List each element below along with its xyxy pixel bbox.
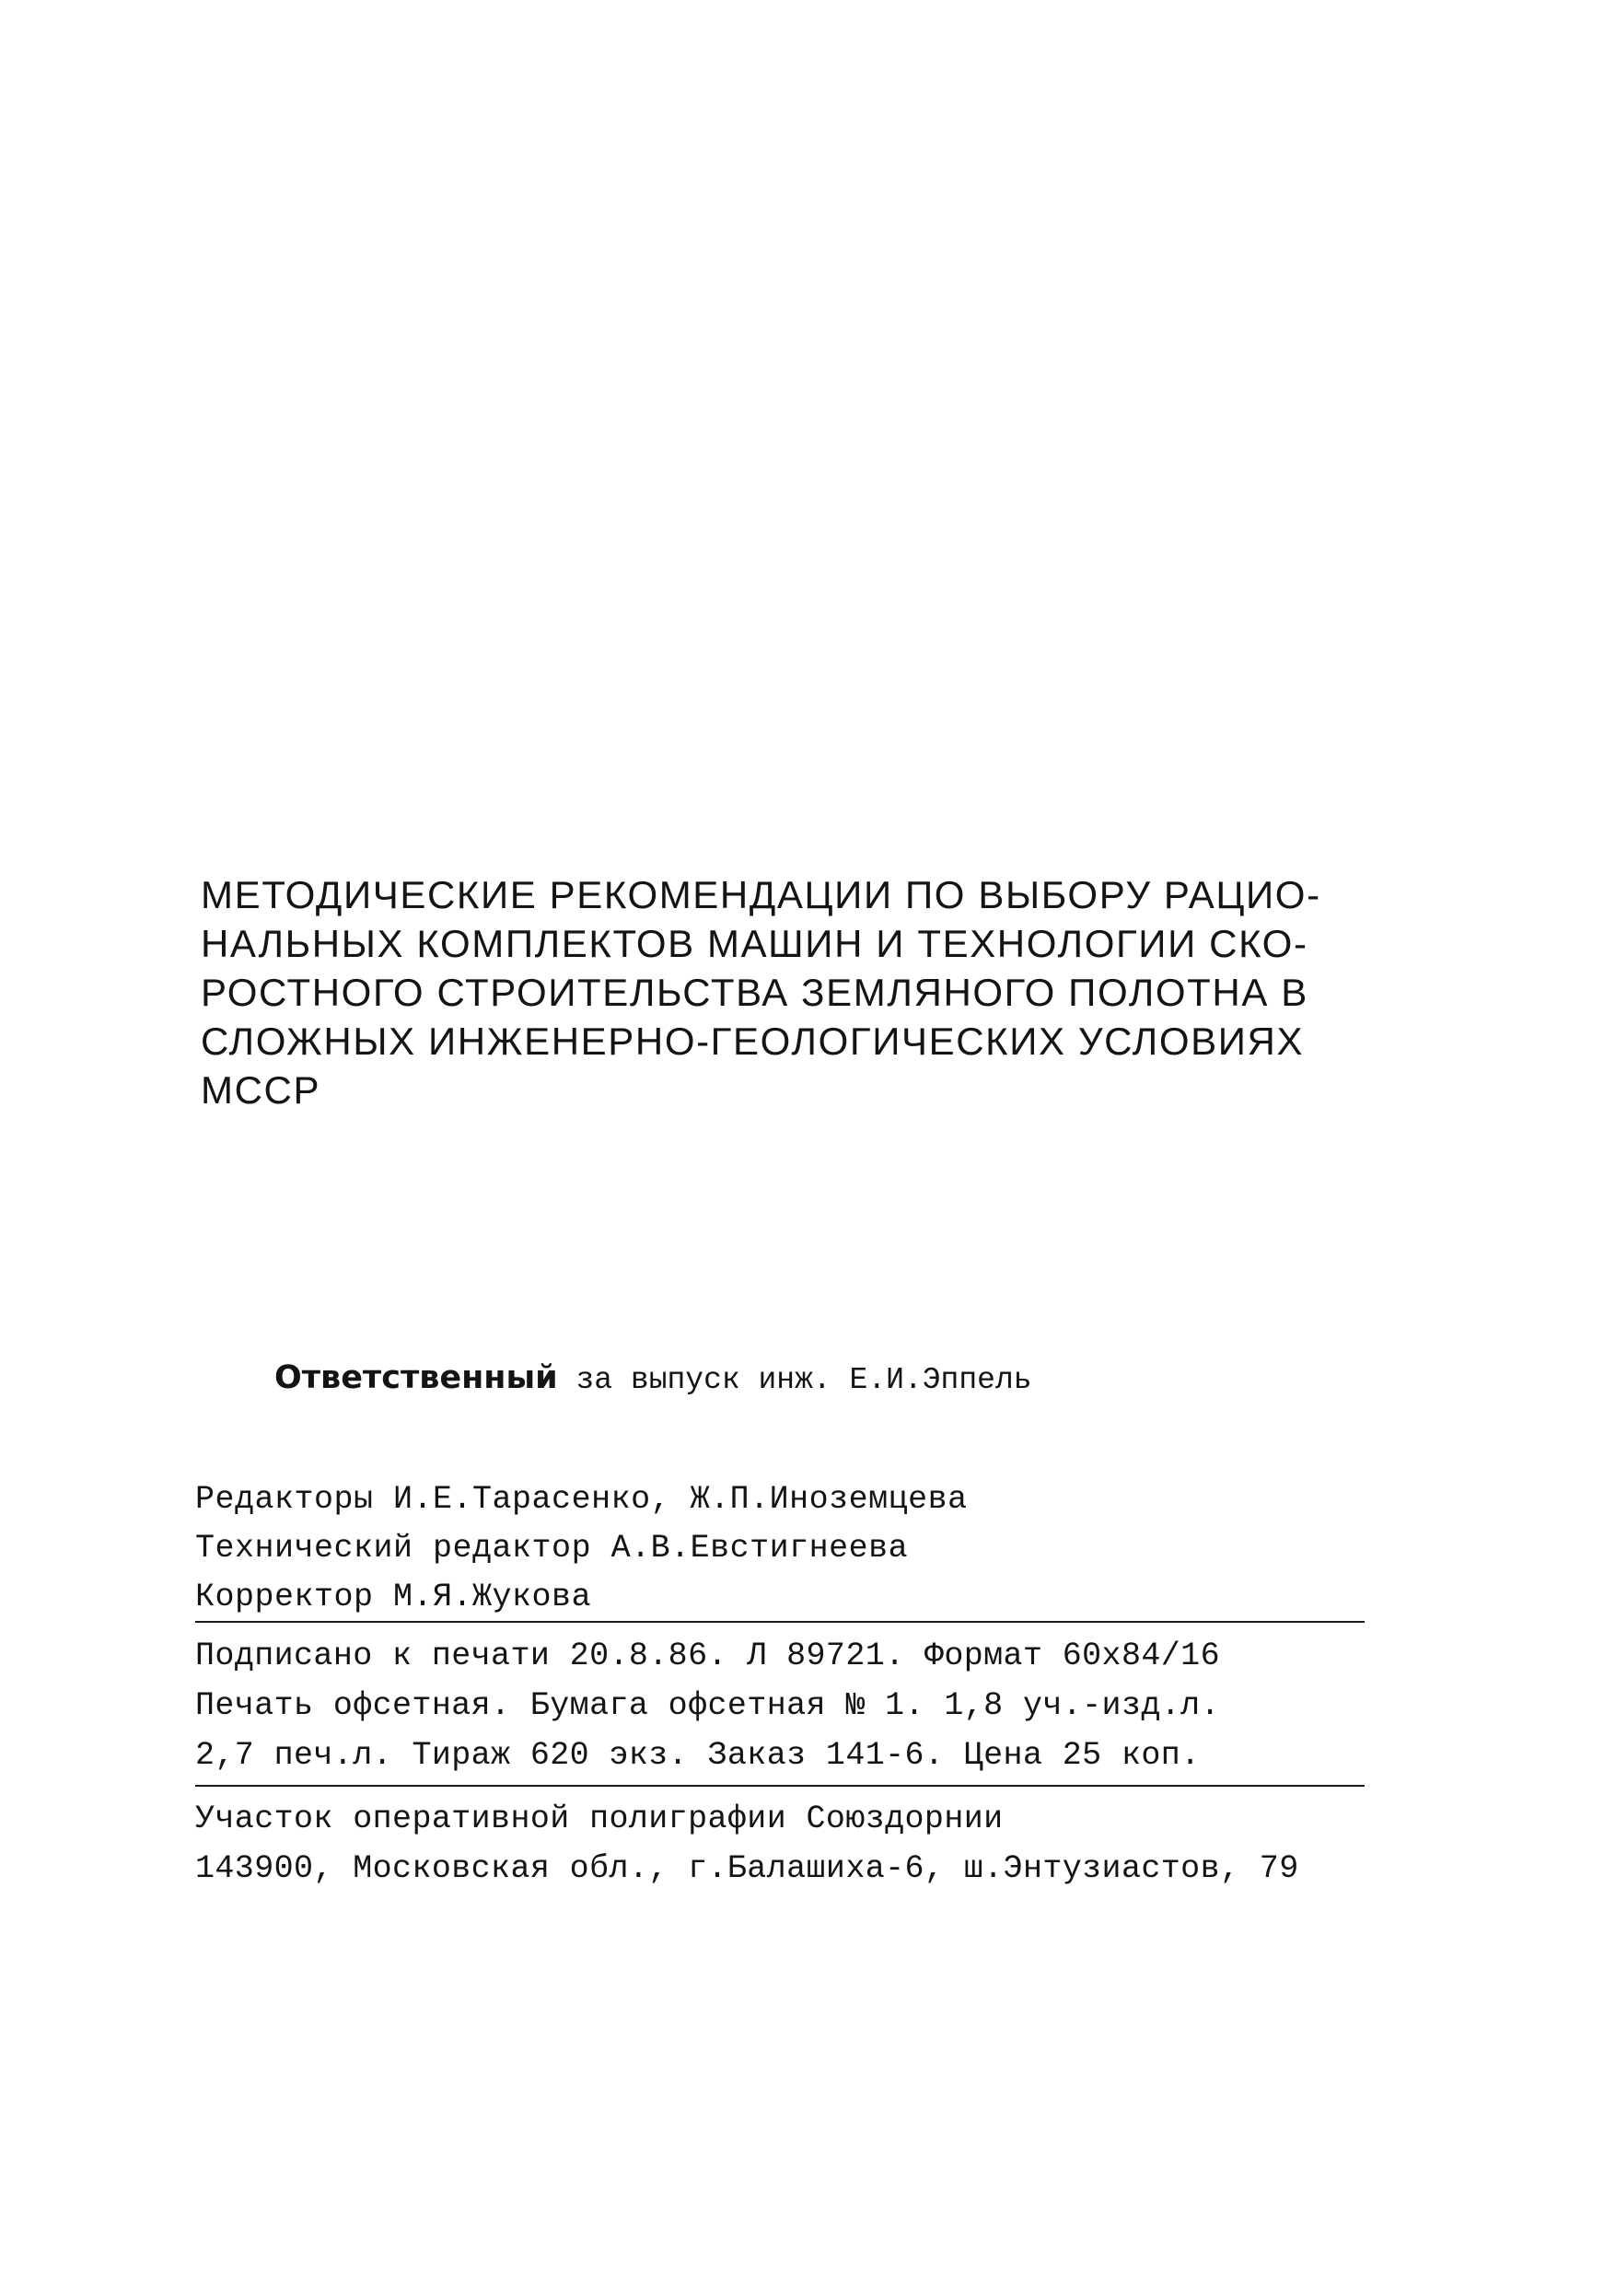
editorial-credits — [195, 1475, 968, 1622]
divider — [195, 1621, 1365, 1623]
responsible-person: за выпуск инж. Е.И.Эппель — [557, 1363, 1032, 1397]
responsible-label: Ответственный — [274, 1359, 558, 1396]
credit-editors: Редакторы И.Е.Тарасенко, Ж.П.Иноземцева — [195, 1481, 968, 1518]
credit-technical-editor: Технический редактор А.В.Евстигнеева — [195, 1530, 909, 1567]
printer-address — [195, 1794, 1299, 1894]
title-line: НАЛЬНЫХ КОМПЛЕКТОВ МАШИН И ТЕХНОЛОГИИ СКО- — [201, 922, 1308, 965]
divider — [195, 1785, 1365, 1787]
responsible-line — [274, 1358, 1032, 1401]
title-line: РОСТНОГО СТРОИТЕЛЬСТВА ЗЕМЛЯНОГО ПОЛОТНА В — [201, 971, 1308, 1014]
title-line: МССР — [201, 1068, 321, 1112]
print-details — [195, 1631, 1220, 1780]
print-detail-line: Печать офсетная. Бумага офсетная № 1. 1,8 уч.-изд.л. — [195, 1687, 1220, 1724]
postal-address: 143900, Московская обл., г.Балашиха-6, ш.Энтузиастов, 79 — [195, 1850, 1299, 1887]
document-title — [201, 870, 1398, 1114]
print-detail-line: 2,7 печ.л. Тираж 620 экз. Заказ 141-6. Цена 25 коп. — [195, 1737, 1201, 1774]
title-line: МЕТОДИЧЕСКИЕ РЕКОМЕНДАЦИИ ПО ВЫБОРУ РАЦИО- — [201, 873, 1321, 916]
print-detail-line: Подписано к печати 20.8.86. Л 89721. Формат 60x84/16 — [195, 1638, 1220, 1674]
title-line: СЛОЖНЫХ ИНЖЕНЕРНО-ГЕОЛОГИЧЕСКИХ УСЛОВИЯХ — [201, 1020, 1305, 1063]
credit-proofreader: Корректор М.Я.Жукова — [195, 1579, 592, 1615]
printer-name: Участок оперативной полиграфии Союздорнии — [195, 1801, 1004, 1837]
